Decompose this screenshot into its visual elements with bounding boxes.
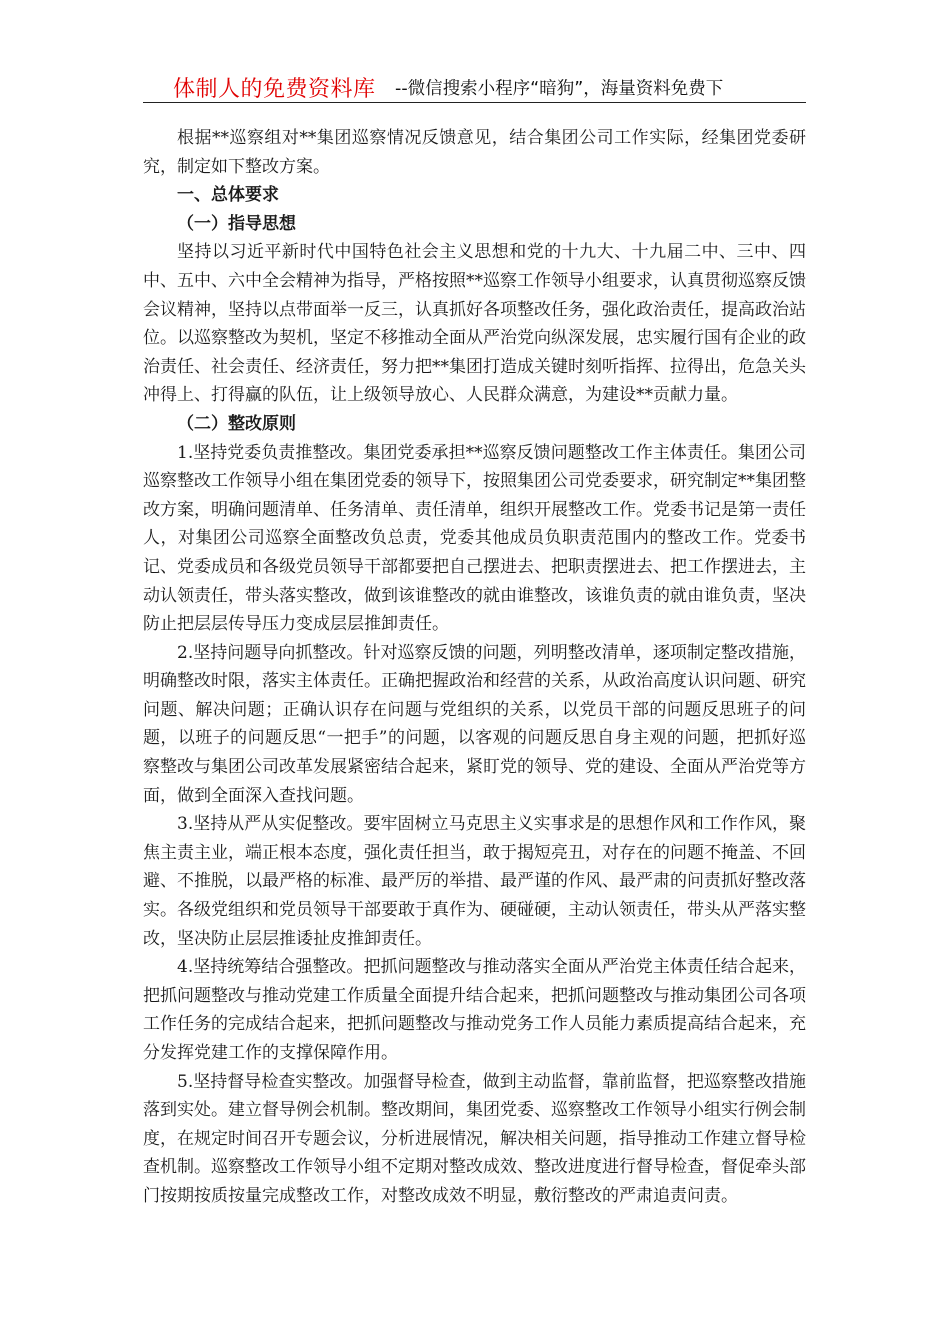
principle-paragraph-2: 2.坚持问题导向抓整改。针对巡察反馈的问题，列明整改清单，逐项制定整改措施，明确整改时限，落实主体责任。正确把握政治和经营的关系，从政治高度认识问题、研究问题、解决问题；正确认识存在问题与党组织的关系，以党员干部的问题反思班子的问题，以班子的问题反思“一把手”的问题，以客观的问题反思自身主观的问题，把抓好巡察整改与集团公司改革发展紧密结合起来，紧盯党的领导、党的建设、全面从严治党等方面，做到全面深入查找问题。 (143, 642, 806, 806)
guiding-ideology-paragraph: 坚持以习近平新时代中国特色社会主义思想和党的十九大、十九届二中、三中、四中、五中、六中全会精神为指导，严格按照**巡察工作领导小组要求，认真贯彻巡察反馈会议精神，坚持以点带面举一反三，认真抓好各项整改任务，强化政治责任，提高政治站位。以巡察整改为契机，坚定不移推动全面从严治党向纵深发展，忠实履行国有企业的政治责任、社会责任、经济责任，努力把**集团打造成关键时刻听指挥、拉得出，危急关头冲得上、打得赢的队伍，让上级领导放心、人民群众满意，为建设**贡献力量。 (143, 242, 806, 406)
principle-paragraph-3: 3.坚持从严从实促整改。要牢固树立马克思主义实事求是的思想作风和工作作风，聚焦主责主业，端正根本态度，强化责任担当，敢于揭短亮丑，对存在的问题不掩盖、不回避、不推脱，以最严格的标准、最严厉的举措、最严谨的作风、最严肃的问责抓好整改落实。各级党组织和党员领导干部要敢于真作为、硬碰硬，主动认领责任，带头从严落实整改，坚决防止层层推诿扯皮推卸责任。 (143, 814, 806, 949)
document-body (143, 124, 806, 1211)
subheading-guiding-ideology: （一）指导思想 (177, 213, 296, 234)
page-header (143, 66, 806, 103)
principle-paragraph-1: 1.坚持党委负责推整改。集团党委承担**巡察反馈问题整改工作主体责任。集团公司巡察整改工作领导小组在集团党委的领导下，按照集团公司党委要求，研究制定**集团整改方案，明确问题清单、任务清单、责任清单，组织开展整改工作。党委书记是第一责任人，对集团公司巡察全面整改负总责，党委其他成员负职责范围内的整改工作。党委书记、党委成员和各级党员领导干部都要把自己摆进去、把职责摆进去、把工作摆进去，主动认领责任，带头落实整改，做到该谁整改的就由谁整改，该谁负责的就由谁负责，坚决防止把层层传导压力变成层层推卸责任。 (143, 442, 806, 635)
header-brand: 体制人的免费资料库 (173, 77, 376, 102)
section-heading-general-requirements: 一、总体要求 (177, 185, 279, 206)
principle-paragraph-4: 4.坚持统筹结合强整改。把抓问题整改与推动落实全面从严治党主体责任结合起来，把抓问题整改与推动党建工作质量全面提升结合起来，把抓问题整改与推动集团公司各项工作任务的完成结合起来，把抓问题整改与推动党务工作人员能力素质提高结合起来，充分发挥党建工作的支撑保障作用。 (143, 957, 806, 1063)
subheading-rectification-principles: （二）整改原则 (177, 413, 296, 434)
intro-paragraph: 根据**巡察组对**集团巡察情况反馈意见，结合集团公司工作实际，经集团党委研究，制定如下整改方案。 (143, 128, 806, 177)
header-slogan: --微信搜索小程序“暗狗”，海量资料免费下 (395, 79, 724, 99)
principle-paragraph-5: 5.坚持督导检查实整改。加强督导检查，做到主动监督，靠前监督，把巡察整改措施落到实处。建立督导例会机制。整改期间，集团党委、巡察整改工作领导小组实行例会制度，在规定时间召开专题会议，分析进展情况，解决相关问题，指导推动工作建立督导检查机制。巡察整改工作领导小组不定期对整改成效、整改进度进行督导检查，督促牵头部门按期按质按量完成整改工作，对整改成效不明显，敷衍整改的严肃追责问责。 (143, 1071, 806, 1206)
